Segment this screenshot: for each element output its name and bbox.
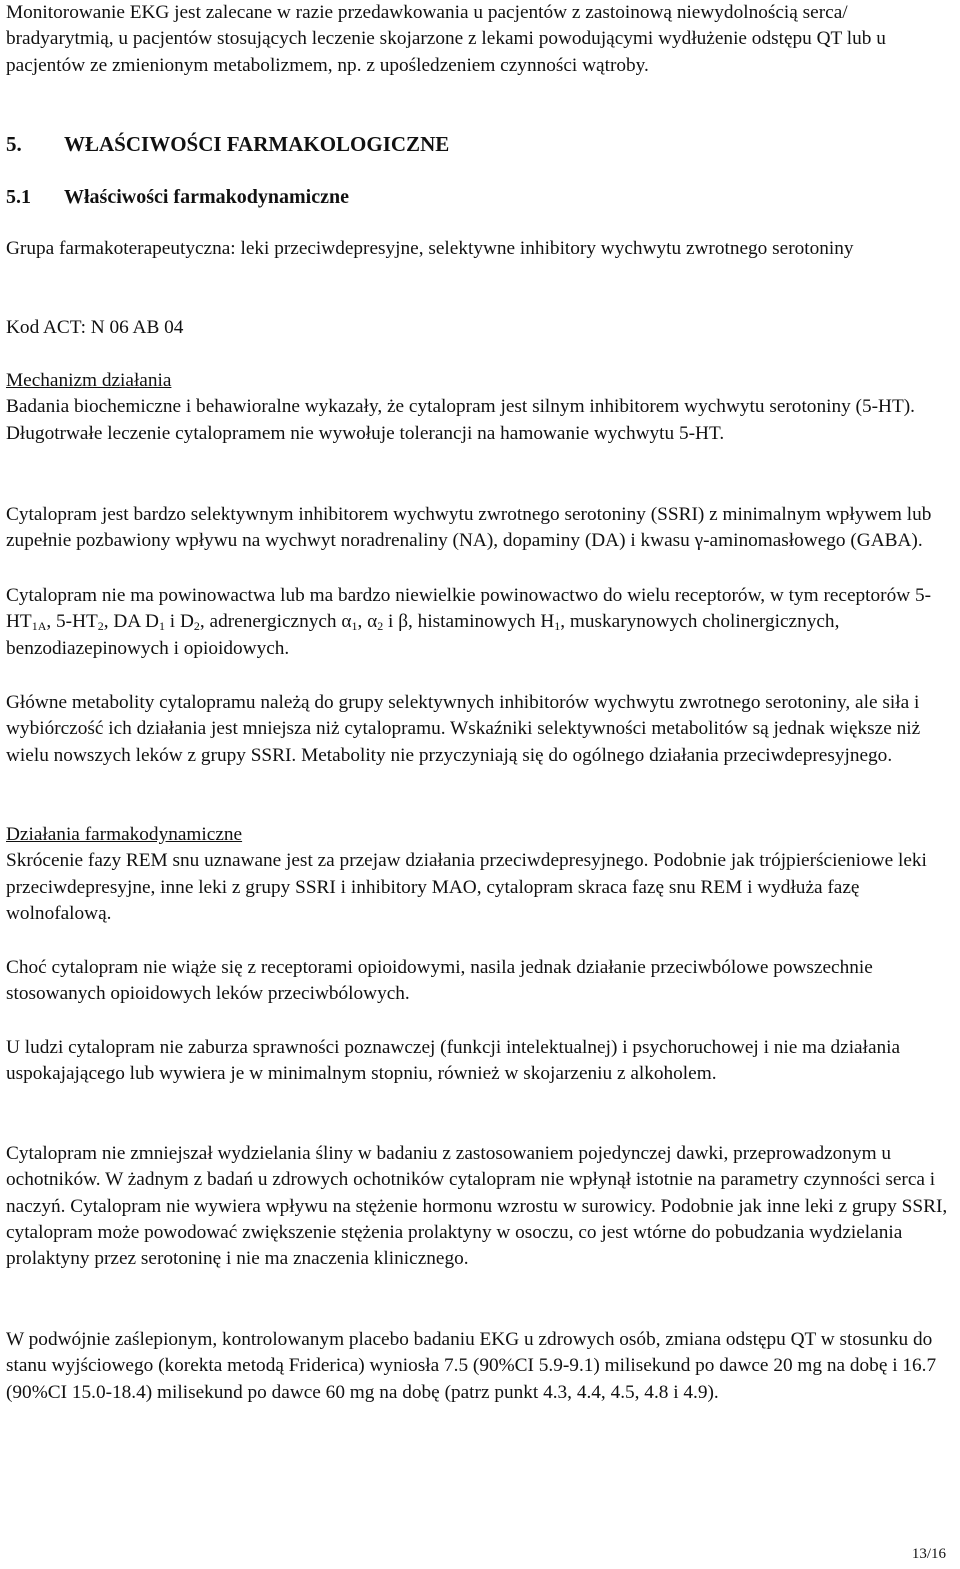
mechanism-section <box>6 368 956 447</box>
intro-paragraph: Monitorowanie EKG jest zalecane w razie przedawkowania u pacjentów z zastoinową niewydolnością serca/ bradyarytmią, u pacjentów stosujących leczenie skojarzone z lekami powodującymi wydłużenie odstępu QT lub u pacjentów ze zmienionym metabolizmem, np. z upośledzeniem czynności wątroby. <box>6 2 886 76</box>
mechanism-heading: Mechanizm działania <box>6 370 172 391</box>
pharmacodynamic-section <box>6 822 956 927</box>
selectivity-paragraph: Cytalopram jest bardzo selektywnym inhibitorem wychwytu zwrotnego serotoniny (SSRI) z minimalnym wpływem lub zupełnie pozbawiony wpływu na wychwyt noradrenaliny (NA), dopaminy (DA) i kwasu γ-aminomasłowego (GABA). <box>6 504 932 552</box>
metabolites-paragraph: Główne metabolity cytalopramu należą do grupy selektywnych inhibitorów wychwytu zwrotnego serotoniny, ale siła i wybiórczość ich działania jest mniejsza niż cytalopramu. Wskaźniki selektywności metabolitów są jednak większe niż wielu nowszych leków z grupy SSRI. Metabolity nie przyczyniają się do ogólnego działania przeciwdepresyjnego. <box>6 692 921 766</box>
receptors-paragraph: Cytalopram nie ma powinowactwa lub ma bardzo niewielkie powinowactwo do wielu receptorów, w tym receptorów $5-HT_{1A}$, $5-HT_2$, DA $D_1$ i $D_2$, adrenergicznych $\alpha_1$, $\alpha_2$ i β, histaminowych $H_1$, muskarynowych cholinergicznych, benzodiazepinowych i opioidowych. <box>6 585 932 659</box>
pharmacotherapeutic-group: Grupa farmakoterapeutyczna: leki przeciwdepresyjne, selektywne inhibitory wychwytu zwrotnego serotoniny <box>6 238 854 259</box>
mechanism-text: Badania biochemiczne i behawioralne wykazały, że cytalopram jest silnym inhibitorem wychwytu serotoniny (5-HT). Długotrwałe leczenie cytalopramem nie wywołuje tolerancji na hamowanie wychwytu 5-HT. <box>6 396 915 444</box>
saliva-paragraph: Cytalopram nie zmniejszał wydzielania śliny w badaniu z zastosowaniem pojedynczej dawki, przeprowadzonym u ochotników. W żadnym z badań u zdrowych ochotników cytalopram nie wpłynął istotnie na parametry czynności serca i naczyń. Cytalopram nie wywiera wpływu na stężenie hormonu wzrostu w surowicy. Podobnie jak inne leki z grupy SSRI, cytalopram może powodować zwiększenie stężenia prolaktyny w osoczu, co jest wtórne do pobudzania wydzielania prolaktyny przez serotoninę i nie ma znaczenia klinicznego. <box>6 1143 948 1270</box>
cognitive-paragraph: U ludzi cytalopram nie zaburza sprawności poznawczej (funkcji intelektualnej) i psychoruchowej i nie ma działania uspokajającego lub wywiera je w minimalnym stopniu, również w skojarzeniu z alkoholem. <box>6 1037 901 1085</box>
atc-code: Kod ACT: N 06 AB 04 <box>6 317 184 338</box>
analgesic-paragraph: Choć cytalopram nie wiąże się z receptorami opioidowymi, nasila jednak działanie przeciwbólowe powszechnie stosowanych opioidowych leków przeciwbólowych. <box>6 957 873 1005</box>
pharmacodynamic-heading: Działania farmakodynamiczne <box>6 824 243 845</box>
subsection-number: 5.1 <box>6 186 31 208</box>
subsection-title: Właściwości farmakodynamiczne <box>64 186 349 208</box>
section-heading <box>6 131 956 157</box>
section-number: 5. <box>6 132 22 156</box>
section-title: WŁAŚCIWOŚCI FARMAKOLOGICZNE <box>64 132 450 156</box>
subsection-heading <box>6 184 956 210</box>
pharmacodynamic-text: Skrócenie fazy REM snu uznawane jest za przejaw działania przeciwdepresyjnego. Podobnie jak trójpierścieniowe leki przeciwdepresyjne, inne leki z grupy SSRI i inhibitory MAO, cytalopram skraca fazę snu REM i wydłuża fazę wolnofalową. <box>6 850 927 924</box>
qt-paragraph: W podwójnie zaślepionym, kontrolowanym placebo badaniu EKG u zdrowych osób, zmiana odstępu QT w stosunku do stanu wyjściowego (korekta metodą Friderica) wyniosła 7.5 (90%CI 5.9-9.1) milisekund po dawce 20 mg na dobę i 16.7 (90%CI 15.0-18.4) milisekund po dawce 60 mg na dobę (patrz punkt 4.3, 4.4, 4.5, 4.8 i 4.9). <box>6 1329 937 1403</box>
page-number: 13/16 <box>911 1546 946 1562</box>
